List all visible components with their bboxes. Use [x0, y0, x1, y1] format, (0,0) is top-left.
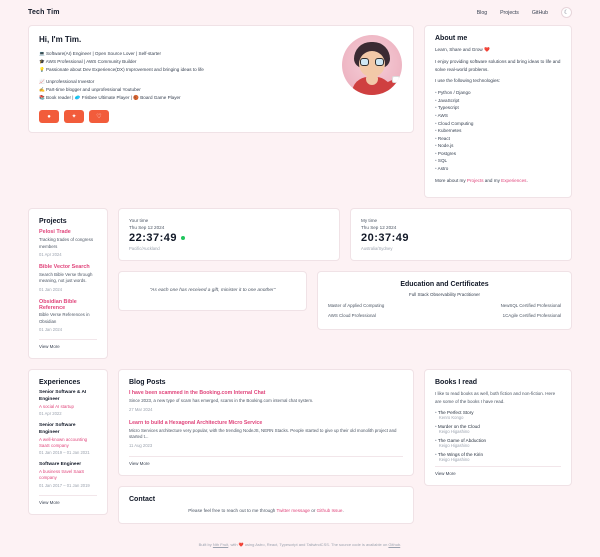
nav-item-github[interactable]: GitHub — [531, 9, 548, 16]
project-desc: Search Bible Verse through meaning, not just words. — [39, 271, 93, 284]
my-time-date: Thu Sep 12 2024 — [361, 225, 397, 231]
experience-role: Senior Software & AI Engineer — [39, 390, 87, 403]
about-tech-list — [435, 89, 561, 172]
about-column — [424, 25, 572, 208]
my-time-card — [350, 208, 572, 261]
intro-bullet: 📈 Unprofessional Investor — [39, 79, 95, 85]
project-date: 01 Apr 2024 — [39, 252, 62, 257]
heart-icon[interactable]: ♡ — [89, 110, 109, 123]
footer-mid: , with — [228, 542, 239, 548]
contact-prefix: Please feel free to reach out to me through — [188, 507, 277, 513]
contact-mid: or — [310, 507, 317, 513]
intro-bullet: 🎓 AWS Professional | AWS Community Builder — [39, 59, 137, 65]
twitter-message-link[interactable]: Twitter message — [276, 507, 310, 513]
your-time-card — [118, 208, 340, 261]
your-time-date: Thu Sep 12 2024 — [129, 225, 165, 231]
your-time-wrap — [118, 208, 340, 271]
my-time-clock — [361, 232, 561, 244]
books-intro: I like to read books as well, both fiction and non-fiction. Here are some of the books I have read. — [435, 391, 556, 404]
tech-item: • Python / Django — [435, 89, 561, 97]
education-right: 1CAgile Certified Professional — [502, 312, 561, 318]
blog-item[interactable] — [129, 390, 403, 411]
site-footer — [0, 534, 600, 557]
books-column — [424, 369, 572, 496]
books-view-more[interactable]: View More — [435, 466, 561, 476]
bottom-row — [28, 369, 572, 534]
theme-toggle-icon[interactable]: ☾ — [561, 7, 572, 18]
clocks-row — [118, 208, 572, 271]
tech-item: • Astro — [435, 165, 561, 173]
your-time-title: Your time — [129, 218, 149, 224]
quote-card — [118, 271, 307, 311]
about-paragraph: I enjoy providing software solutions and bring ideas to life and solve real-world problems. — [435, 58, 561, 72]
experience-company[interactable]: A business travel SaaS company — [39, 468, 85, 481]
blog-post-title[interactable]: Learn to build a Hexagonal Architecture Micro Service — [129, 419, 263, 426]
your-time-value: 22:37:49 — [129, 232, 178, 245]
my-time-title: My time — [361, 218, 378, 224]
blog-post-date: 27 Mar 2024 — [129, 406, 153, 412]
experience-date: 01 Jan 2017 – 01 Jan 2019 — [39, 482, 90, 488]
footer-prefix: Built by — [198, 542, 213, 548]
blog-item[interactable] — [129, 420, 403, 448]
quote-text: "As each one has received a gift, minister it to one another" — [149, 288, 276, 294]
intro-column — [28, 25, 414, 143]
blog-post-desc: Micro Services architecture very popular, with the trending NodeJS, NERN Stacks. People started to give up their old monolith project and started t... — [129, 427, 397, 440]
project-item[interactable] — [39, 229, 97, 257]
your-time-clock — [129, 232, 329, 244]
tech-item: • Node.js — [435, 142, 561, 150]
book-author: Keigo Higashino — [439, 443, 470, 449]
tech-item: • SQL — [435, 157, 561, 165]
book-title: • The Wings of the Kirin — [435, 452, 561, 457]
my-time-zone: Australia/Sydney — [361, 246, 393, 252]
about-footer-mid: and my — [483, 177, 502, 183]
intro-bullet: 💻 Software(AI) Engineer | Open Source Lover | Self-starter — [39, 51, 161, 56]
contact-suffix: . — [342, 507, 344, 513]
experiences-title: Experiences — [39, 379, 81, 387]
education-row — [328, 310, 561, 320]
twitter-icon[interactable]: ✦ — [64, 110, 84, 123]
project-date: 01 Jan 2024 — [39, 327, 63, 333]
projects-row — [28, 208, 572, 369]
greeting-suffix: . — [78, 35, 82, 44]
blog-column — [118, 369, 414, 534]
quote-wrap — [118, 271, 307, 321]
quote-education-row — [118, 271, 572, 340]
books-card — [424, 369, 572, 486]
blog-view-more[interactable]: View More — [129, 456, 403, 466]
about-footer — [435, 177, 561, 185]
heart-icon: ❤️ — [238, 542, 244, 548]
avatar — [342, 35, 402, 95]
tech-item: • Cloud Computing — [435, 120, 561, 128]
about-card — [424, 25, 572, 198]
project-item[interactable] — [39, 264, 97, 292]
intro-bullet: 💡 Passionate about Dev Experience(DX) Improvement and bringing ideas to life — [39, 67, 204, 73]
footer-tech: using Astro, React, Typescript and TailwindCSS. The source code is available on — [243, 542, 389, 548]
main-nav — [477, 7, 572, 18]
projects-title: Projects — [39, 218, 67, 226]
footer-suffix: . — [400, 542, 402, 548]
book-title: • The Perfect Story — [435, 410, 561, 415]
experience-role: Software Engineer — [39, 462, 82, 468]
experience-company[interactable]: A well-known accounting SaaS company — [39, 436, 88, 448]
education-card — [317, 271, 572, 330]
about-subtitle: Learn, Share and Grow ❤️ — [435, 47, 490, 52]
footer-github-link[interactable]: Github — [388, 542, 401, 548]
experiences-card — [28, 369, 108, 514]
projects-column — [28, 208, 108, 369]
blog-post-title[interactable]: I have been scammed in the Booking.com Internal Chat — [129, 390, 266, 397]
book-title: • The Game of Abduction — [435, 438, 561, 443]
tech-item: • AWS — [435, 112, 561, 120]
education-left: AWS Cloud Professional — [327, 312, 376, 318]
experience-item[interactable] — [39, 462, 97, 487]
nav-item-blog[interactable]: Blog — [476, 9, 488, 16]
experiences-column — [28, 369, 108, 524]
projects-card — [28, 208, 108, 359]
project-name[interactable]: Obsidian Bible Reference — [39, 298, 77, 311]
education-row — [328, 300, 561, 310]
education-wrap — [317, 271, 572, 340]
blog-post-desc: Since 2023, a new type of scam has emerged, scams in the Booking.com internal chat system. — [129, 398, 314, 404]
experiences-view-more[interactable]: View More — [39, 495, 97, 505]
project-item[interactable] — [39, 299, 97, 333]
social-links — [39, 110, 403, 123]
online-status-dot — [181, 236, 185, 240]
github-issue-link[interactable]: Github Issue — [316, 507, 343, 513]
project-desc: Bible Verse References in Obsidian — [39, 312, 90, 324]
experience-role: Senior Software Engineer — [39, 423, 76, 435]
tech-item: • JavaScript — [435, 97, 561, 105]
greeting-name: Tim — [64, 35, 79, 44]
book-author: Keigo Higashino — [439, 457, 470, 463]
intro-card — [28, 25, 414, 133]
education-left: Master of Applied Computing — [327, 302, 385, 308]
intro-bullets — [39, 50, 333, 102]
about-experiences-link[interactable]: Experiences — [501, 177, 527, 183]
book-item — [435, 424, 561, 434]
project-name[interactable]: Pelosi Trade — [39, 229, 71, 236]
avatar-wrap — [341, 35, 403, 102]
education-title: Education and Certificates — [400, 281, 489, 289]
book-item — [435, 438, 561, 448]
experience-item[interactable] — [39, 423, 97, 455]
experience-date: 01 Apr 2022 — [39, 411, 62, 417]
books-title: Books I read — [435, 379, 478, 387]
page-title — [39, 35, 333, 44]
my-time-value: 20:37:49 — [361, 232, 410, 245]
experience-company[interactable]: A social AI startup — [39, 403, 74, 409]
intro-bullet: 📚 Book reader | 🥏 Frisbee Ultimate Player | 🏀 Board Game Player — [39, 95, 181, 101]
book-title: • Murder on the Cloud — [435, 424, 561, 429]
blog-post-date: 11 Aug 2023 — [129, 442, 153, 448]
book-item — [435, 410, 561, 420]
tech-item: • Postgres — [435, 150, 561, 158]
intro-bullet: ✍️ Part-time blogger and unprofessional Youtuber — [39, 87, 141, 93]
time-column — [118, 208, 572, 340]
github-icon[interactable]: ● — [39, 110, 59, 123]
brand-logo[interactable]: Tech Tim — [28, 9, 60, 16]
about-footer-suffix: . — [526, 177, 528, 183]
book-item — [435, 452, 561, 462]
about-footer-prefix: More about my — [435, 177, 467, 183]
project-name[interactable]: Bible Vector Search — [39, 264, 90, 270]
blog-card — [118, 369, 414, 475]
your-time-zone: Pacific/Auckland — [129, 246, 160, 252]
about-title: About me — [435, 35, 468, 42]
contact-text — [129, 507, 403, 514]
project-date: 01 Jan 2024 — [39, 286, 63, 292]
project-desc: Tracking trades of congress members — [39, 236, 94, 249]
tech-item: • Typescript — [435, 104, 561, 112]
tech-item: • Kubernetes — [435, 127, 561, 135]
nav-item-projects[interactable]: Projects — [500, 9, 519, 16]
blog-title: Blog Posts — [129, 379, 166, 387]
book-author: Keigo Higashino — [439, 429, 470, 435]
site-header — [0, 0, 600, 25]
projects-view-more[interactable]: View More — [39, 339, 97, 349]
footer-author-link[interactable]: Nth Fruit — [212, 542, 229, 548]
contact-card — [118, 486, 414, 524]
experience-item[interactable] — [39, 390, 97, 416]
experience-date: 01 Jan 2019 – 01 Jan 2021 — [39, 450, 90, 456]
contact-title: Contact — [129, 495, 156, 503]
education-right: NewSQL Certified Professional — [500, 302, 561, 308]
book-author: Kenro Kongo — [439, 415, 464, 421]
greeting-prefix: Hi, I'm — [39, 35, 65, 44]
page-container — [0, 25, 600, 534]
education-header: Full Stack Observability Practitioner — [408, 292, 480, 298]
my-time-wrap — [350, 208, 572, 271]
intro-row — [28, 25, 572, 208]
about-projects-link[interactable]: Projects — [466, 177, 484, 183]
tech-item: • React — [435, 135, 561, 143]
about-tech-intro: I use the following technologies: — [435, 78, 501, 84]
